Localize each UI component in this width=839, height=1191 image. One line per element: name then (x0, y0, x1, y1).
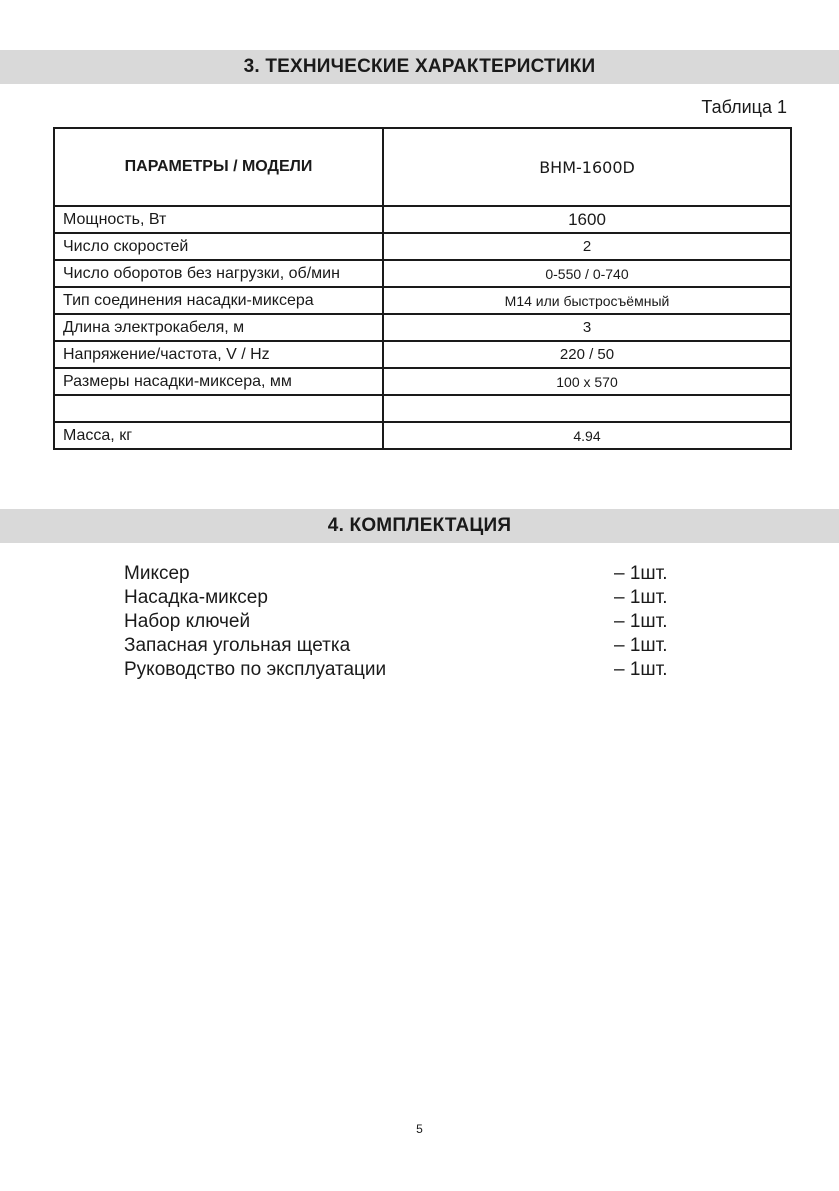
page-number: 5 (416, 1122, 423, 1136)
table-row (54, 314, 791, 341)
kit-item-name: Миксер (124, 563, 190, 584)
row-value (383, 395, 791, 422)
kit-item-name: Набор ключей (124, 611, 251, 632)
row-value: 0-550 / 0-740 (383, 260, 791, 287)
specs-table-header-row (54, 128, 791, 206)
kit-item-qty: – 1шт. (614, 635, 668, 656)
kit-list (124, 562, 684, 682)
kit-item-qty: – 1шт. (614, 563, 668, 584)
kit-item-qty: – 1шт. (614, 611, 668, 632)
row-label: Мощность, Вт (54, 206, 383, 233)
row-value: 4.94 (383, 422, 791, 449)
row-value: 3 (383, 314, 791, 341)
table-row (54, 287, 791, 314)
column-header-params: ПАРАМЕТРЫ / МОДЕЛИ (54, 128, 383, 206)
row-label: Длина электрокабеля, м (54, 314, 383, 341)
row-value: 100 х 570 (383, 368, 791, 395)
kit-item-qty: – 1шт. (614, 659, 668, 680)
row-value: 2 (383, 233, 791, 260)
row-value: М14 или быстросъёмный (383, 287, 791, 314)
row-label (54, 395, 383, 422)
row-label: Тип соединения насадки-миксера (54, 287, 383, 314)
row-label: Число оборотов без нагрузки, об/мин (54, 260, 383, 287)
table-row (54, 233, 791, 260)
row-value: 220 / 50 (383, 341, 791, 368)
kit-item-name: Запасная угольная щетка (124, 635, 351, 656)
section-title-specs: 3. ТЕХНИЧЕСКИЕ ХАРАКТЕРИСТИКИ (0, 50, 839, 84)
table-row (54, 206, 791, 233)
table-row (54, 368, 791, 395)
table-row (54, 422, 791, 449)
table-row (54, 341, 791, 368)
table-row-empty (54, 395, 791, 422)
row-value: 1600 (383, 206, 791, 233)
section-title-kit: 4. КОМПЛЕКТАЦИЯ (0, 509, 839, 543)
row-label: Размеры насадки-миксера, мм (54, 368, 383, 395)
table-row (54, 260, 791, 287)
row-label: Масса, кг (54, 422, 383, 449)
kit-item-name: Насадка-миксер (124, 587, 268, 608)
list-item (124, 586, 684, 610)
row-label: Напряжение/частота, V / Hz (54, 341, 383, 368)
table-caption: Таблица 1 (701, 97, 787, 117)
kit-item-name: Руководство по эксплуатации (124, 659, 387, 680)
list-item (124, 658, 684, 682)
list-item (124, 562, 684, 586)
list-item (124, 610, 684, 634)
kit-item-qty: – 1шт. (614, 587, 668, 608)
column-header-model: BHM-1600D (383, 128, 791, 206)
row-label: Число скоростей (54, 233, 383, 260)
list-item (124, 634, 684, 658)
specs-table (53, 127, 792, 450)
